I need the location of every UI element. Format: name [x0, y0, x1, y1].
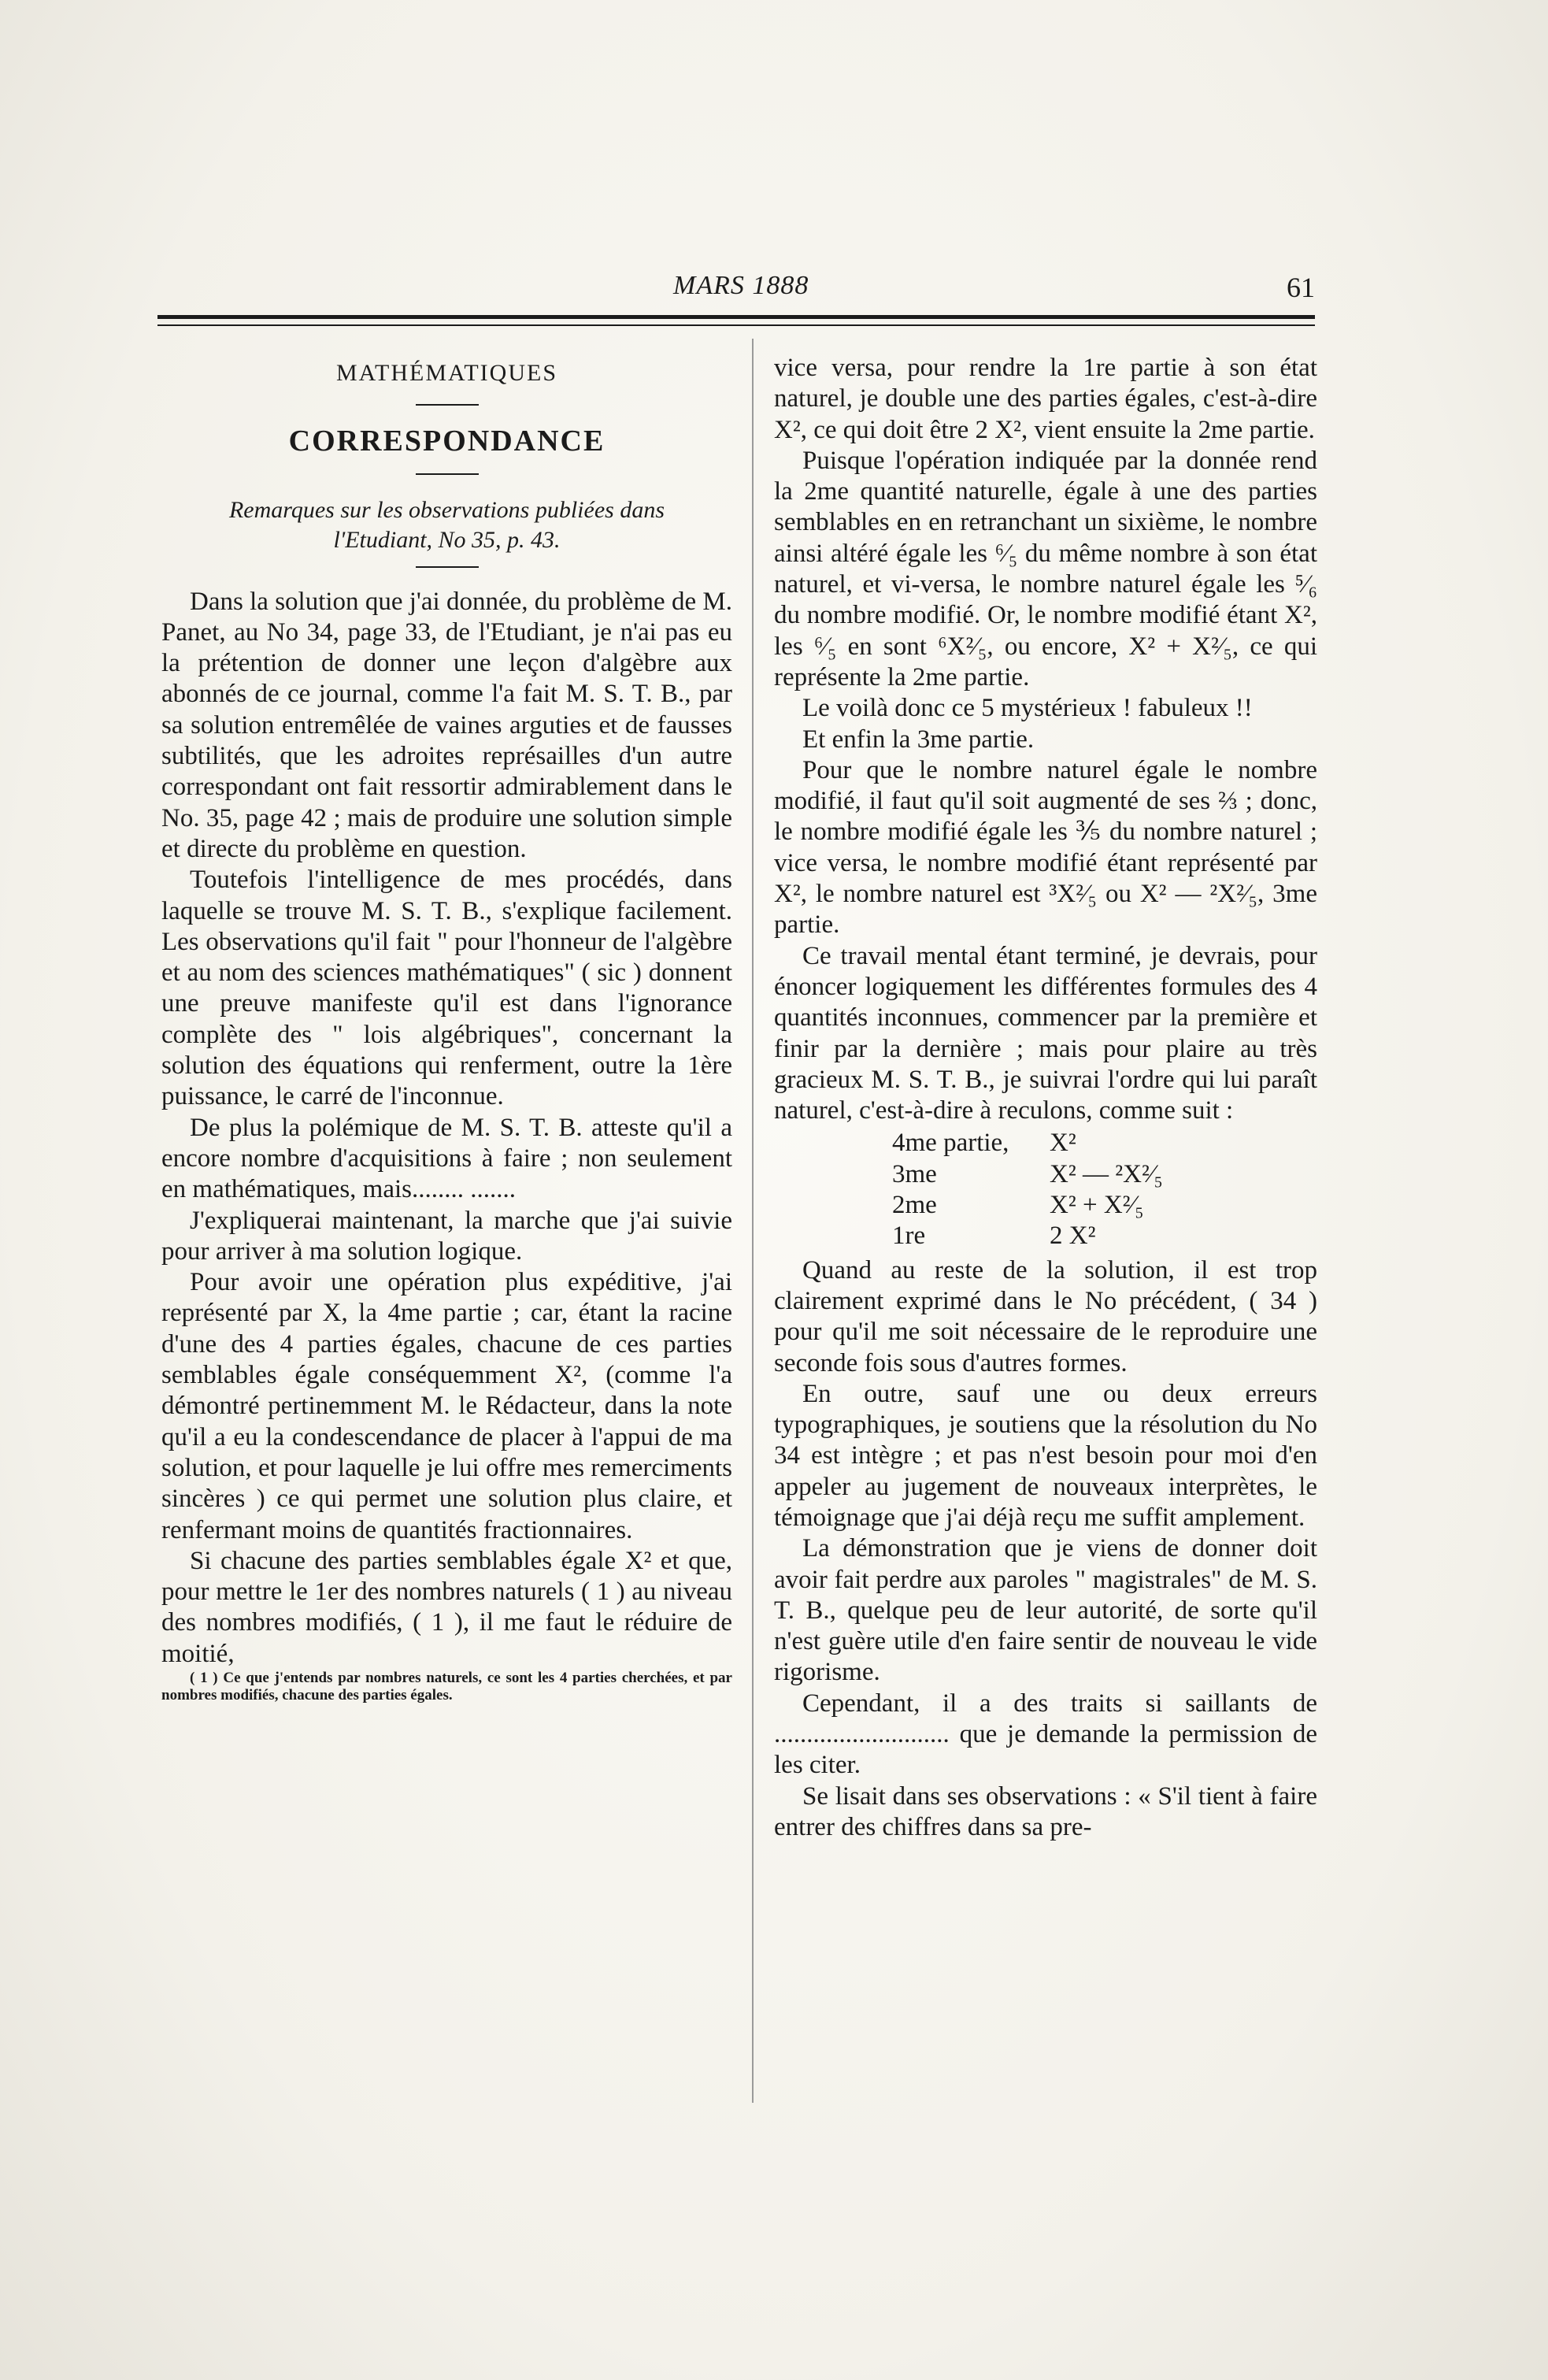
title-rule — [416, 404, 479, 406]
paragraph: Pour avoir une opération plus expéditive, j'ai représenté par X, la 4me partie ; car, étant la racine d'une des 4 parties égales, chacune de ces parties semblables égale conséquemment X², (comme l'a démontré pertinemment M. le Rédacteur, dans la note qu'il a eu la condescendance de placer à l'appui de ma solution, et pour laquelle je lui offre mes remerciments sincères ) ce qui permet une solution plus claire, et renfermant moins de quantités fractionnaires. — [161, 1268, 732, 1544]
formula-value: X² + X²⁄₅ — [1050, 1191, 1144, 1220]
paragraph: Puisque l'opération indiquée par la donnée rend la 2me quantité naturelle, égale à une des parties semblables en en retranchant un sixième, le nombre ainsi altéré égale les ⁶⁄₅ du même nombre à son état naturel, et vi-versa, le nombre naturel égale les ⁵⁄₆ du nombre modifié. Or, le nombre modifié étant X², les ⁶⁄₅ en sont ⁶X²⁄₅, ou encore, X² + X²⁄₅, ce qui représente la 2me partie. — [774, 446, 1317, 691]
article-subtitle: CORRESPONDANCE — [288, 424, 605, 458]
page-number: 61 — [1287, 272, 1315, 303]
formula-value: X² — [1050, 1129, 1076, 1158]
formula-row — [892, 1159, 1317, 1190]
formula-row — [892, 1190, 1317, 1221]
running-header — [157, 271, 1315, 307]
paragraph: Se lisait dans ses observations : « S'il tient à faire entrer des chiffres dans sa pre- — [774, 1781, 1317, 1841]
remarks-line-1: Remarques sur les observations publiées dans — [228, 496, 665, 523]
formula-label: 2me — [892, 1191, 937, 1220]
paragraph: vice versa, pour rendre la 1re partie à son état naturel, je double une des parties égales, c'est-à-dire X², ce qui doit être 2 X², vient ensuite la 2me partie. — [774, 354, 1317, 444]
section-title: MATHÉMATIQUES — [336, 360, 557, 386]
footnote: ( 1 ) Ce que j'entends par nombres naturels, ce sont les 4 parties cherchées, et par nombres modifiés, chacune des parties égales. — [161, 1669, 732, 1703]
remarks-line-2: l'Etudiant, No 35, p. 43. — [333, 526, 561, 553]
paragraph: Ce travail mental étant terminé, je devrais, pour énoncer logiquement les différentes formules des 4 quantités inconnues, commencer par la première et finir par la dernière ; mais pour plaire au très gracieux M. S. T. B., je suivrai l'ordre qui lui paraît naturel, c'est-à-dire à reculons, comme suit : — [774, 941, 1317, 1125]
paragraph: Le voilà donc ce 5 mystérieux ! fabuleux !! — [802, 694, 1253, 723]
remarks-heading — [161, 495, 732, 555]
header-rule-thick — [157, 315, 1315, 319]
formula-label: 4me partie, — [892, 1129, 1009, 1158]
paragraph: En outre, sauf une ou deux erreurs typographiques, je soutiens que la résolution du No 34 est intègre ; et pas n'est besoin pour moi d'en appeler au jugement de nouveaux interprètes, le témoignage que j'ai déjà reçu me suffit amplement. — [774, 1379, 1317, 1532]
paragraph: Dans la solution que j'ai donnée, du problème de M. Panet, au No 34, page 33, de l'Etudiant, je n'ai pas eu la prétention de donner une leçon d'algèbre aux abonnés de ce journal, comme l'a fait M. S. T. B., par sa solution entremêlée de vaines arguties et de fausses subtilités, que les adroites représailles d'un autre correspondant ont fait ressortir admirablement dans le No. 35, page 42 ; mais de produire une solution simple et directe du problème en question. — [161, 587, 732, 863]
subtitle-rule — [416, 473, 479, 475]
formula-label: 1re — [892, 1222, 926, 1251]
formula-label: 3me — [892, 1159, 937, 1188]
formula-value: 2 X² — [1050, 1222, 1096, 1251]
paragraph: Et enfin la 3me partie. — [802, 725, 1035, 754]
paragraph: Cependant, il a des traits si saillants de ........................... que je demande la permission de les citer. — [774, 1689, 1317, 1780]
left-column — [161, 353, 732, 1704]
paragraph: Quand au reste de la solution, il est trop clairement exprimé dans le No précédent, ( 34 ) pour qu'il me soit nécessaire de le reproduire une seconde fois sous d'autres formes. — [774, 1255, 1317, 1377]
header-rule-thin — [157, 324, 1315, 326]
remarks-rule — [416, 566, 479, 568]
paragraph: Toutefois l'intelligence de mes procédés, dans laquelle se trouve M. S. T. B., s'explique facilement. Les observations qu'il fait " pour l'honneur de l'algèbre et au nom des sciences mathématiques" ( sic ) donnent une preuve manifeste qu'il est dans l'ignorance complète des " lois algébriques", concernant la solution des équations qui renferment, outre la 1ère puissance, le carré de l'inconnue. — [161, 866, 732, 1111]
formula-list — [892, 1128, 1317, 1251]
formula-value: X² — ²X²⁄₅ — [1050, 1159, 1163, 1188]
formula-row — [892, 1221, 1317, 1251]
column-divider — [752, 339, 754, 2103]
paragraph: J'expliquerai maintenant, la marche que j'ai suivie pour arriver à ma solution logique. — [161, 1206, 732, 1266]
paragraph: La démonstration que je viens de donner doit avoir fait perdre aux paroles " magistrales" de M. S. T. B., quelque peu de leur autorité, de sorte qu'il n'est guère utile d'en faire sentir de nouveau le vide rigorisme. — [774, 1534, 1317, 1687]
paragraph: Si chacune des parties semblables égale X² et que, pour mettre le 1er des nombres naturels ( 1 ) au niveau des nombres modifiés, ( 1 ), il me faut le réduire de moitié, — [161, 1546, 732, 1668]
right-column — [774, 353, 1317, 1843]
paragraph: Pour que le nombre naturel égale le nombre modifié, il faut qu'il soit augmenté de ses ⅔ ; donc, le nombre modifié égale les ⅗ du nombre naturel ; vice versa, le nombre modifié étant représenté par X², le nombre naturel est ³X²⁄₅ ou X² — ²X²⁄₅, 3me partie. — [774, 755, 1317, 940]
formula-row — [892, 1128, 1317, 1158]
issue-date: MARS 1888 — [673, 271, 809, 300]
paragraph: De plus la polémique de M. S. T. B. atteste qu'il a encore nombre d'acquisitions à faire ; non seulement en mathématiques, mais........ ....... — [161, 1113, 732, 1204]
